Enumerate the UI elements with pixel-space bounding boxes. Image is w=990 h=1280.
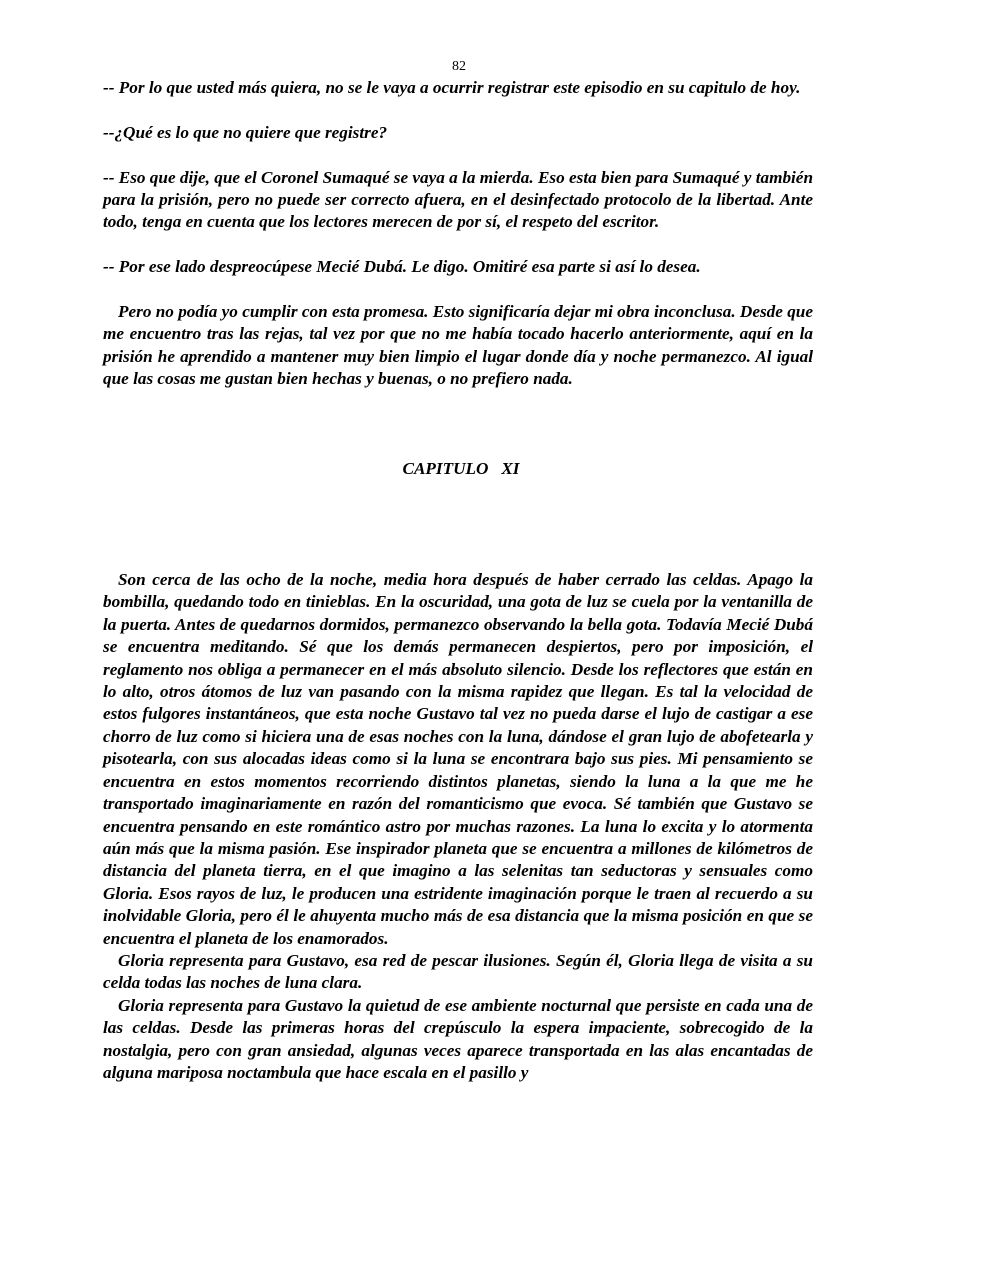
paragraph-narrative: Pero no podía yo cumplir con esta promesa. Esto significaría dejar mi obra inconclusa. Desde que me encuentro tras las rejas, tal vez por que no me había tocado hacerlo anteriormente, aquí en la prisión he aprendido a mantener muy bien limpio el lugar donde día y noche permanezco. Al igual que las cosas me gustan bien hechas y buenas, o no prefiero nada. — [103, 302, 813, 389]
page-body — [103, 77, 813, 1084]
chapter-title-text: CAPITULO XI — [402, 458, 520, 478]
chapter-paragraph-3: Gloria representa para Gustavo la quietud de ese ambiente nocturnal que persiste en cada una de las celdas. Desde las primeras horas del crepúsculo la espera impaciente, sobrecogido de la nostalgia, pero con gran ansiedad, algunas veces aparece transportada en las alas encantadas de alguna mariposa noctambula que hace escala en el pasillo y — [103, 995, 813, 1082]
chapter-paragraph-1: Son cerca de las ocho de la noche, media hora después de haber cerrado las celdas. Apago la bombilla, quedando todo en tinieblas. En la oscuridad, una gota de luz se cuela por la ventanilla de la puerta. Antes de quedarnos dormidos, permanezco observando la bella gota. Todavía Mecié Dubá se encuentra meditando. Sé que los demás permanecen despiertos, pero por imposición, el reglamento nos obliga a permanecer en el más absoluto silencio. Desde los reflectores que están en lo alto, otros átomos de luz van pasando con la misma rapidez que llegan. Es tal la velocidad de estos fulgores instantáneos, que esta noche Gustavo tal vez no pueda darse el lujo de castigar a ese chorro de luz como si hiciera una de esas noches con la luna, dándose el gran lujo de abofetearla y pisotearla, con sus alocadas ideas como si la luna se encontrara bajo sus pies. Mi pensamiento se encuentra en estos momentos recorriendo distintos planetas, siendo la luna a la que me he transportado imaginariamente en razón del romanticismo que evoca. Sé también que Gustavo se encuentra pensando en este romántico astro por muchas razones. La luna lo excita y lo atormenta aún más que la misma pasión. Ese inspirador planeta que se encuentra a millones de kilómetros de distancia del planeta tierra, en el que imagino a las selenitas tan seductoras y sensuales como Gloria. Esos rayos de luz, le producen una estridente imaginación porque le traen al recuerdo a su inolvidable Gloria, pero él le ahuyenta mucho más de esa distancia que la misma posición en que se encuentra el planeta de los enamorados. — [103, 570, 813, 948]
chapter-paragraph-2: Gloria representa para Gustavo, esa red de pescar ilusiones. Según él, Gloria llega de visita a su celda todas las noches de luna clara. — [103, 950, 813, 993]
paragraph-dialogue-3: -- Eso que dije, que el Coronel Sumaqué se vaya a la mierda. Eso esta bien para Sumaqué y también para la prisión, pero no puede ser correcto afuera, en el desinfectado protocolo de la libertad. Ante todo, tenga en cuenta que los lectores merecen de por sí, el respeto del escritor. — [103, 167, 813, 232]
chapter-heading — [103, 458, 813, 480]
paragraph-dialogue-1: -- Por lo que usted más quiera, no se le vaya a ocurrir registrar este episodio en su capitulo de hoy. — [103, 78, 801, 97]
page-number: 82 — [452, 59, 466, 74]
paragraph-dialogue-2: --¿Qué es lo que no quiere que registre? — [103, 122, 388, 142]
paragraph-dialogue-4: -- Por ese lado despreocúpese Mecié Dubá. Le digo. Omitiré esa parte si así lo desea. — [103, 257, 701, 277]
